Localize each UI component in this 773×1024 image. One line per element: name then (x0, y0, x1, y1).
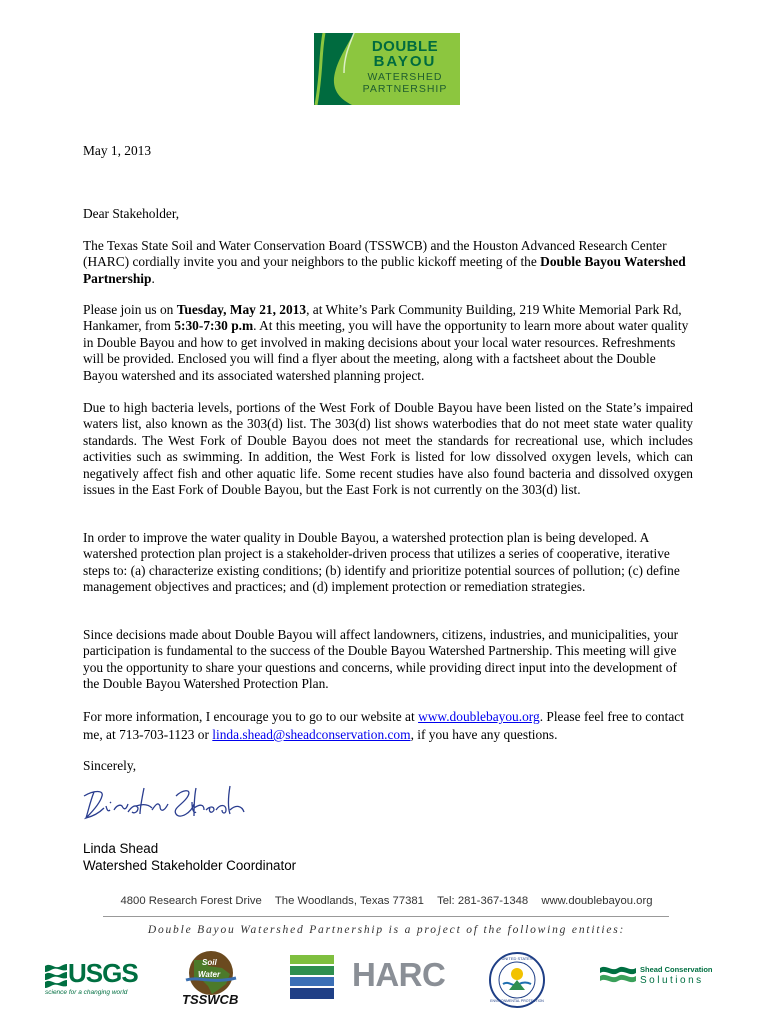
harc-logo (352, 957, 448, 993)
footer-divider (103, 916, 669, 917)
usgs-wave-icon (45, 962, 67, 988)
partner-logos (0, 950, 773, 1020)
shead-logo (600, 964, 730, 994)
shead-wave-icon (600, 964, 636, 988)
harc-name: HARC (352, 956, 446, 993)
usgs-name: USGS (68, 958, 138, 988)
email-link[interactable]: linda.shead@sheadconservation.com (212, 727, 411, 742)
usgs-logo (45, 958, 138, 996)
letter-date: May 1, 2013 (83, 143, 152, 158)
paragraph-4 (83, 530, 693, 596)
p2-bold-time: 5:30-7:30 p.m (174, 318, 254, 334)
letter-closing: Sincerely, (83, 758, 137, 773)
usgs-tagline: science for a changing world (45, 989, 128, 996)
stripes-logo (290, 955, 334, 999)
tsswcb-name: TSSWCB (182, 992, 239, 1007)
signer-block (83, 840, 693, 874)
p2-text-e: . At this meeting, you will have the opportunity to learn more about water quality in Double Bayou and how to get involved in making decisions about your local water resources. Refreshments will be provided. Enclosed you will find a flyer about the meeting, along with a factsheet about the Double Bayou watershed and its associated watershed planning project. (83, 318, 689, 383)
epa-seal (489, 952, 545, 1008)
paragraph-2 (83, 302, 693, 384)
epa-top-text: UNITED STATES (501, 956, 533, 961)
footer-street: 4800 Research Forest Drive (120, 895, 262, 907)
p5-text: Since decisions made about Double Bayou will affect landowners, citizens, industries, and municipalities, your participation is fundamental to the success of the Double Bayou Watershed Partnership. This meeting will give you the opportunity to share your questions and concerns, while providing direct input into the development of the Double Bayou Watershed Protection Plan. (83, 627, 679, 692)
shead-line-2: Solutions (640, 975, 704, 986)
signer-title: Watershed Stakeholder Coordinator (83, 858, 297, 873)
p1-end: . (151, 270, 155, 286)
website-link[interactable]: www.doublebayou.org (418, 709, 540, 724)
epa-bottom-text: ENVIRONMENTAL PROTECTION (490, 999, 544, 1003)
signer-name: Linda Shead (83, 841, 159, 856)
logo-line-2: BAYOU (373, 53, 437, 70)
paragraph-1 (83, 238, 693, 287)
footer-tagline: Double Bayou Watershed Partnership is a project of the following entities: (147, 924, 626, 936)
stripes-icon (290, 955, 334, 999)
logo-line-1: DOUBLE (371, 38, 439, 55)
paragraph-6 (83, 708, 693, 744)
footer-address-line (0, 895, 773, 907)
tsswcb-water: Water (198, 970, 221, 979)
p1-text: The Texas State Soil and Water Conservation Board (TSSWCB) and the Houston Advanced Research Center (HARC) cordially invite you and your neighbors to the public kickoff meeting of the (83, 238, 667, 270)
p6-text-a: For more information, I encourage you to go to our website at (83, 709, 419, 724)
logo-line-4: PARTNERSHIP (362, 83, 448, 95)
footer-phone: Tel: 281-367-1348 (437, 895, 529, 907)
p2-text-a: Please join us on (83, 302, 177, 317)
shead-line-1: Shead Conservation (640, 965, 713, 974)
p6-text-c: , if you have any questions. (410, 727, 558, 742)
p1-bold: Double Bayou Watershed Partnership (83, 254, 686, 286)
signature-graphic (80, 782, 250, 824)
tsswcb-logo (178, 950, 244, 1010)
p6-text-b: . Please feel free to contact me, at 713-703-1123 or (83, 709, 684, 742)
p3-text: Due to high bacteria levels, portions of the West Fork of Double Bayou have been listed on the State’s impaired waters list, also known as the 303(d) list. The 303(d) list shows waterbodies that do not meet state water quality standards. The West Fork of Double Bayou does not meet the standards for recreational use, which includes activities such as swimming. In addition, the West Fork is listed for low dissolved oxygen levels, which can negatively affect fish and other aquatic life. Some recent studies have also found bacteria and dissolved oxygen issues in the East Fork of Double Bayou, but the East Fork is not currently on the 303(d) list. (83, 400, 693, 498)
signature (80, 782, 250, 824)
paragraph-3 (83, 400, 693, 498)
paragraph-5 (83, 627, 693, 693)
double-bayou-logo (314, 33, 460, 105)
p2-bold-date: Tuesday, May 21, 2013 (176, 302, 307, 317)
p2-text-c: , at White’s Park Community Building, 219 White Memorial Park Rd, Hankamer, from (83, 302, 682, 334)
tsswcb-soil: Soil (202, 958, 217, 967)
footer-city: The Woodlands, Texas 77381 (274, 895, 424, 907)
logo-line-3: WATERSHED (367, 71, 443, 83)
footer-website: www.doublebayou.org (541, 895, 653, 907)
letter-salutation: Dear Stakeholder, (83, 206, 180, 221)
p4-text: In order to improve the water quality in Double Bayou, a watershed protection plan is being developed. A watershed protection plan project is a stakeholder-driven process that utilizes a series of cooperative, iterative steps to: (a) characterize existing conditions; (b) identify and prioritize potential sources of pollution; (c) define management objectives and practices; and (d) implement protection or remediation strategies. (83, 530, 680, 595)
